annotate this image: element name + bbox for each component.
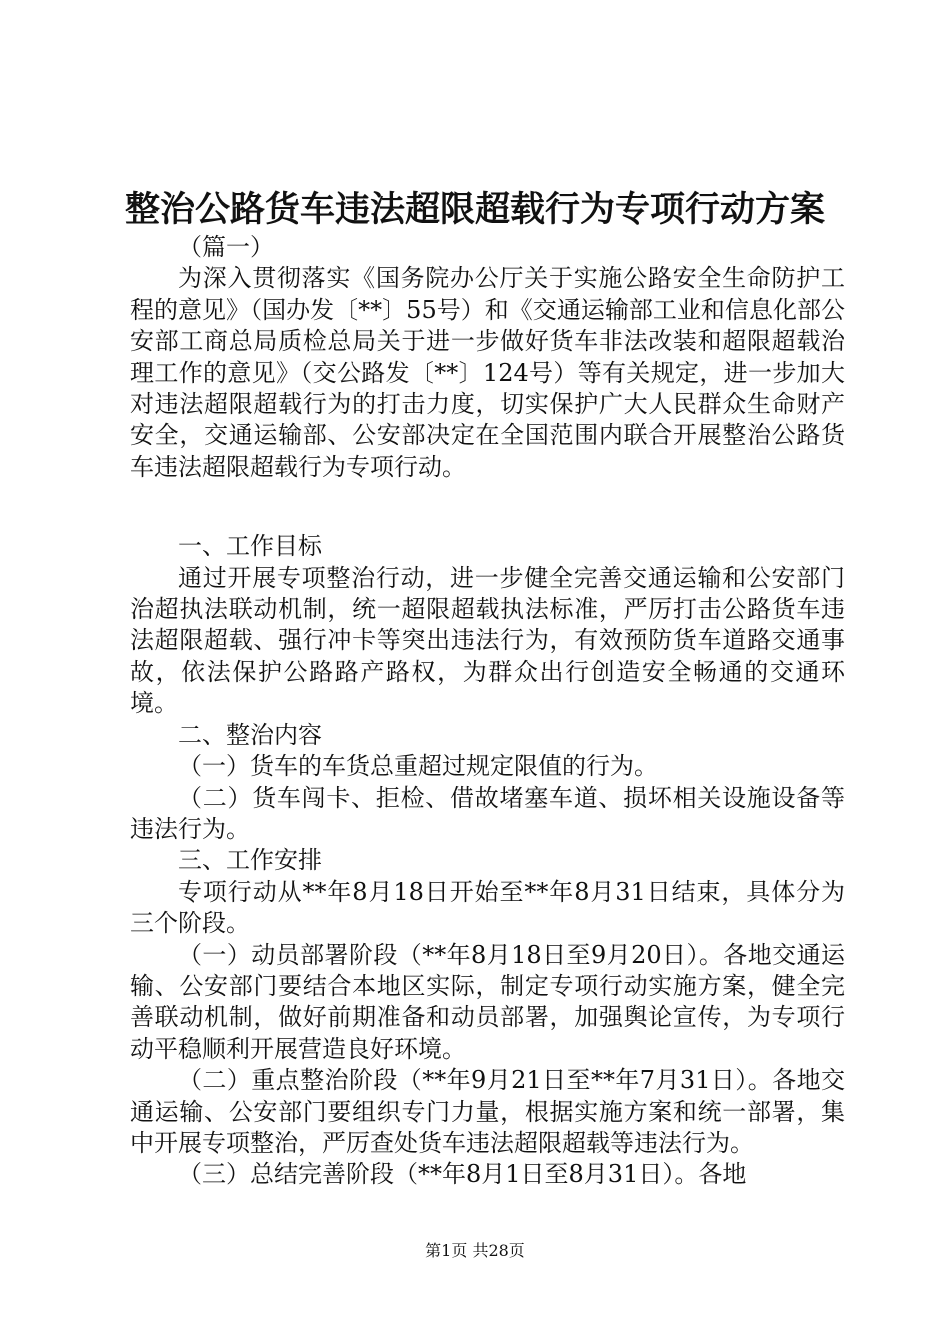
section-label: （篇一） <box>178 233 274 261</box>
heading-content: 二、整治内容 <box>178 720 322 749</box>
content-item-2: （二）货车闯卡、拒检、借故堵塞车道、损坏相关设施设备等违法行为。 <box>130 783 845 843</box>
heading-arrangement: 三、工作安排 <box>178 846 322 875</box>
work-goal-paragraph: 通过开展专项整治行动，进一步健全完善交通运输和公安部门治超执法联动机制，统一超限超载执法标准，严厉打击公路货车违法超限超载、强行冲卡等突出违法行为，有效预防货车道路交通事故，依法保护公路路产路权，为群众出行创造安全畅通的交通环境。 <box>130 563 845 718</box>
content-item-1: （一）货车的车货总重超过规定限值的行为。 <box>178 752 658 781</box>
heading-work-goal: 一、工作目标 <box>178 532 322 561</box>
intro-paragraph: 为深入贯彻落实《国务院办公厅关于实施公路安全生命防护工程的意见》（国办发〔**〕55号）和《交通运输部工业和信息化部公安部工商总局质检总局关于进一步做好货车非法改装和超限超载治理工作的意见》（交公路发〔**〕124号）等有关规定，进一步加大对违法超限超载行为的打击力度，切实保护广大人民群众生命财产安全，交通运输部、公安部决定在全国范围内联合开展整治公路货车违法超限超载行为专项行动。 <box>130 264 845 481</box>
paragraph-spacer <box>130 483 845 531</box>
arrangement-paragraph: 专项行动从**年8月18日开始至**年8月31日结束，具体分为三个阶段。 <box>130 877 845 938</box>
stage-2-paragraph: （二）重点整治阶段（**年9月21日至**年7月31日）。各地交通运输、公安部门要组织专门力量，根据实施方案和统一部署，集中开展专项整治，严厉查处货车违法超限超载等违法行为。 <box>130 1066 845 1157</box>
stage-1-paragraph: （一）动员部署阶段（**年8月18日至9月20日）。各地交通运输、公安部门要结合本地区实际，制定专项行动实施方案，健全完善联动机制，做好前期准备和动员部署，加强舆论宣传，为专项行动平稳顺利开展营造良好环境。 <box>130 940 845 1063</box>
stage-3-paragraph: （三）总结完善阶段（**年8月1日至8月31日）。各地 <box>178 1160 747 1189</box>
document-title: 整治公路货车违法超限超载行为专项行动方案 <box>124 189 825 230</box>
page-number: 第1页 共28页 <box>425 1241 525 1260</box>
document-body <box>130 232 845 1191</box>
